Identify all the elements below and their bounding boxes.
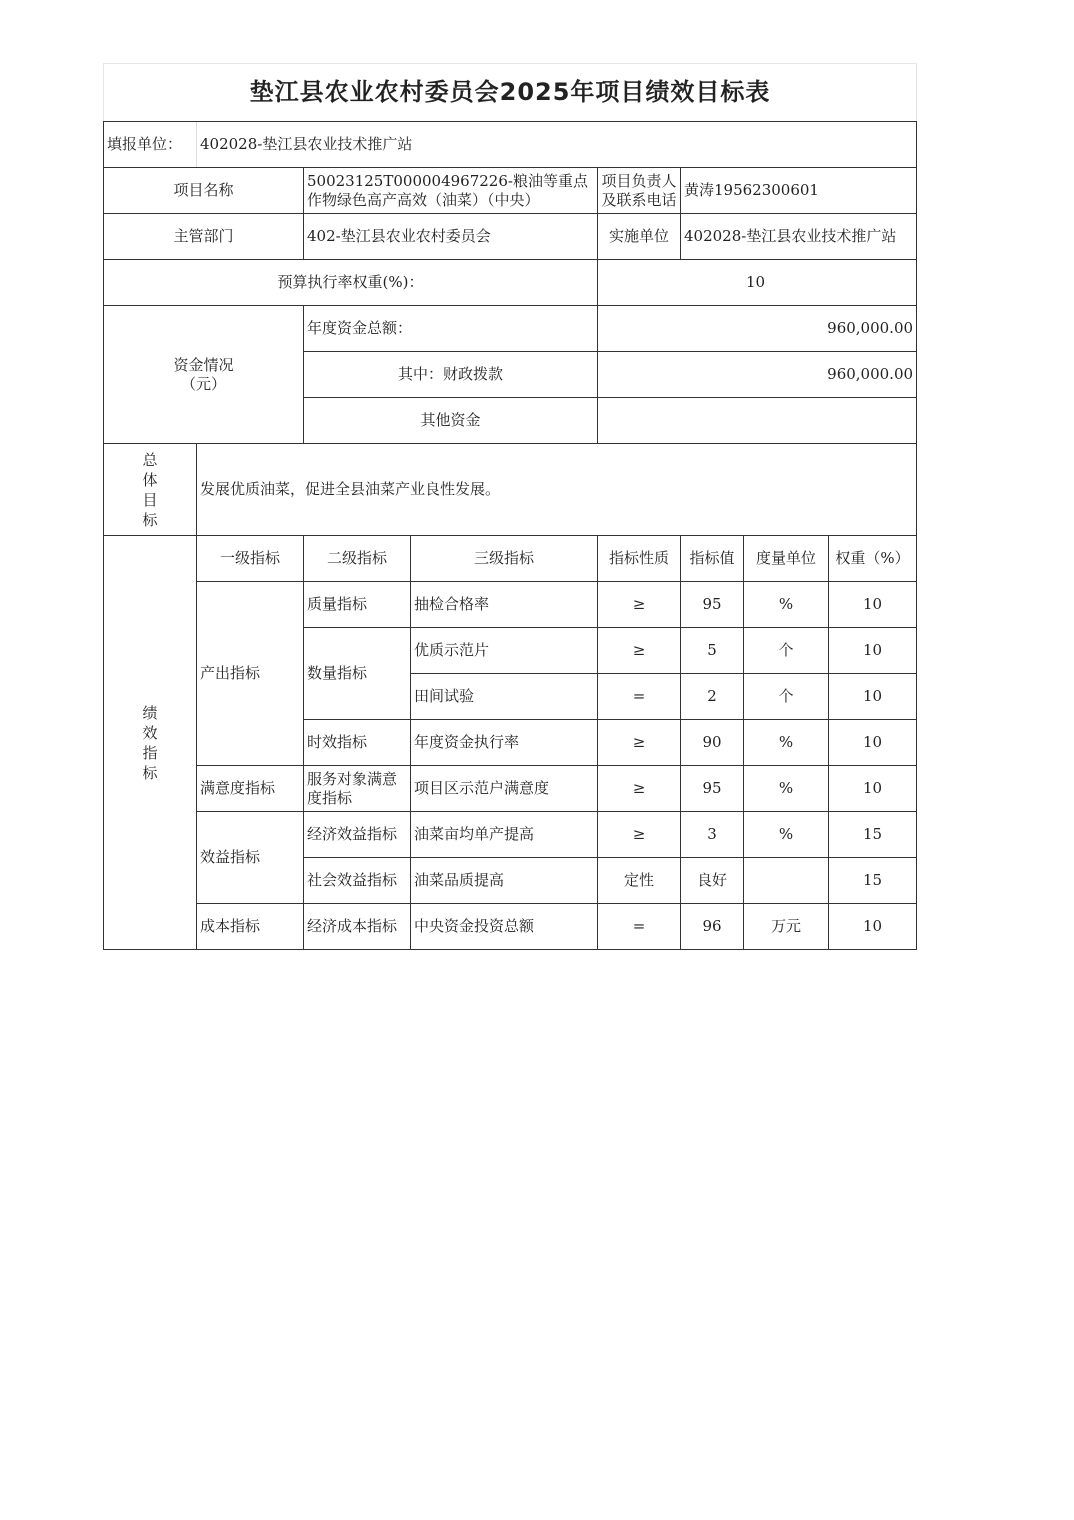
indicator-weight: 15 [829, 858, 917, 904]
indicator-weight: 10 [829, 904, 917, 950]
budget-weight-value: 10 [598, 260, 917, 306]
indicator-name: 中央资金投资总额 [411, 904, 598, 950]
indicator-nature: ≥ [598, 766, 681, 812]
funds-total-label: 年度资金总额： [304, 306, 598, 352]
level2-cell: 质量指标 [304, 582, 411, 628]
goal-text: 发展优质油菜，促进全县油菜产业良性发展。 [197, 444, 917, 536]
contact-value: 黄涛19562300601 [681, 168, 917, 214]
perf-label-char: 标 [142, 763, 158, 782]
indicator-name: 油菜亩均单产提高 [411, 812, 598, 858]
dept-value: 402-垫江县农业农村委员会 [304, 214, 598, 260]
indicator-value: 90 [681, 720, 744, 766]
header-level1: 一级指标 [197, 536, 304, 582]
indicator-weight: 10 [829, 628, 917, 674]
impl-label: 实施单位 [598, 214, 681, 260]
perf-label-char: 指 [142, 743, 158, 762]
indicator-unit: % [744, 582, 829, 628]
indicator-unit: 万元 [744, 904, 829, 950]
level2-cell: 时效指标 [304, 720, 411, 766]
dept-label: 主管部门 [104, 214, 304, 260]
indicator-unit: % [744, 720, 829, 766]
indicator-value: 96 [681, 904, 744, 950]
goal-label-char: 总 [142, 450, 158, 469]
indicator-value: 95 [681, 582, 744, 628]
contact-label: 项目负责人及联系电话 [598, 168, 681, 214]
goal-label [104, 444, 197, 536]
header-level3: 三级指标 [411, 536, 598, 582]
goal-label-char: 标 [142, 510, 158, 529]
indicator-nature: ≥ [598, 628, 681, 674]
perf-label [104, 536, 197, 950]
header-value: 指标值 [681, 536, 744, 582]
level1-cell: 产出指标 [197, 582, 304, 766]
header-level2: 二级指标 [304, 536, 411, 582]
table-row [104, 812, 917, 858]
performance-target-sheet [103, 63, 917, 950]
funds-other-value [598, 398, 917, 444]
funds-fiscal-label: 其中：财政拨款 [304, 352, 598, 398]
indicator-name: 油菜品质提高 [411, 858, 598, 904]
perf-label-char: 效 [142, 723, 158, 742]
unit-label: 填报单位： [104, 122, 197, 168]
header-nature: 指标性质 [598, 536, 681, 582]
indicator-name: 抽检合格率 [411, 582, 598, 628]
level1-cell: 满意度指标 [197, 766, 304, 812]
level2-cell: 经济成本指标 [304, 904, 411, 950]
indicator-weight: 10 [829, 766, 917, 812]
indicator-value: 5 [681, 628, 744, 674]
level1-cell: 效益指标 [197, 812, 304, 904]
indicator-name: 项目区示范户满意度 [411, 766, 598, 812]
perf-label-char: 绩 [142, 703, 158, 722]
table-row [104, 766, 917, 812]
indicator-value: 3 [681, 812, 744, 858]
indicator-nature: ≥ [598, 582, 681, 628]
indicator-nature: = [598, 904, 681, 950]
header-unit: 度量单位 [744, 536, 829, 582]
level2-cell: 经济效益指标 [304, 812, 411, 858]
level1-cell: 成本指标 [197, 904, 304, 950]
funds-label [104, 306, 304, 444]
indicator-weight: 10 [829, 582, 917, 628]
page-title: 垫江县农业农村委员会2025年项目绩效目标表 [104, 64, 917, 122]
funds-other-label: 其他资金 [304, 398, 598, 444]
indicator-weight: 10 [829, 720, 917, 766]
table-row [104, 582, 917, 628]
budget-weight-label: 预算执行率权重(%)： [104, 260, 598, 306]
impl-value: 402028-垫江县农业技术推广站 [681, 214, 917, 260]
funds-label-line1: 资金情况 [173, 355, 234, 374]
unit-value: 402028-垫江县农业技术推广站 [197, 122, 917, 168]
header-weight: 权重（%） [829, 536, 917, 582]
indicator-weight: 10 [829, 674, 917, 720]
indicator-unit: % [744, 812, 829, 858]
indicator-unit [744, 858, 829, 904]
goal-label-char: 体 [142, 470, 158, 489]
indicator-nature: = [598, 674, 681, 720]
indicator-nature: ≥ [598, 720, 681, 766]
funds-fiscal-value: 960,000.00 [598, 352, 917, 398]
level2-cell: 数量指标 [304, 628, 411, 720]
level2-cell: 社会效益指标 [304, 858, 411, 904]
goal-label-char: 目 [142, 490, 158, 509]
indicator-unit: 个 [744, 628, 829, 674]
indicator-unit: % [744, 766, 829, 812]
indicator-nature: 定性 [598, 858, 681, 904]
funds-total-value: 960,000.00 [598, 306, 917, 352]
project-name-value: 50023125T000004967226-粮油等重点作物绿色高产高效（油菜）（中央） [304, 168, 598, 214]
indicator-value: 95 [681, 766, 744, 812]
level2-cell: 服务对象满意度指标 [304, 766, 411, 812]
indicator-weight: 15 [829, 812, 917, 858]
project-name-label: 项目名称 [104, 168, 304, 214]
table-row [104, 904, 917, 950]
indicator-name: 田间试验 [411, 674, 598, 720]
indicator-value: 良好 [681, 858, 744, 904]
performance-target-table [103, 63, 917, 950]
indicator-name: 年度资金执行率 [411, 720, 598, 766]
indicator-nature: ≥ [598, 812, 681, 858]
indicator-name: 优质示范片 [411, 628, 598, 674]
funds-label-line2: （元） [180, 374, 226, 393]
indicator-unit: 个 [744, 674, 829, 720]
indicator-value: 2 [681, 674, 744, 720]
